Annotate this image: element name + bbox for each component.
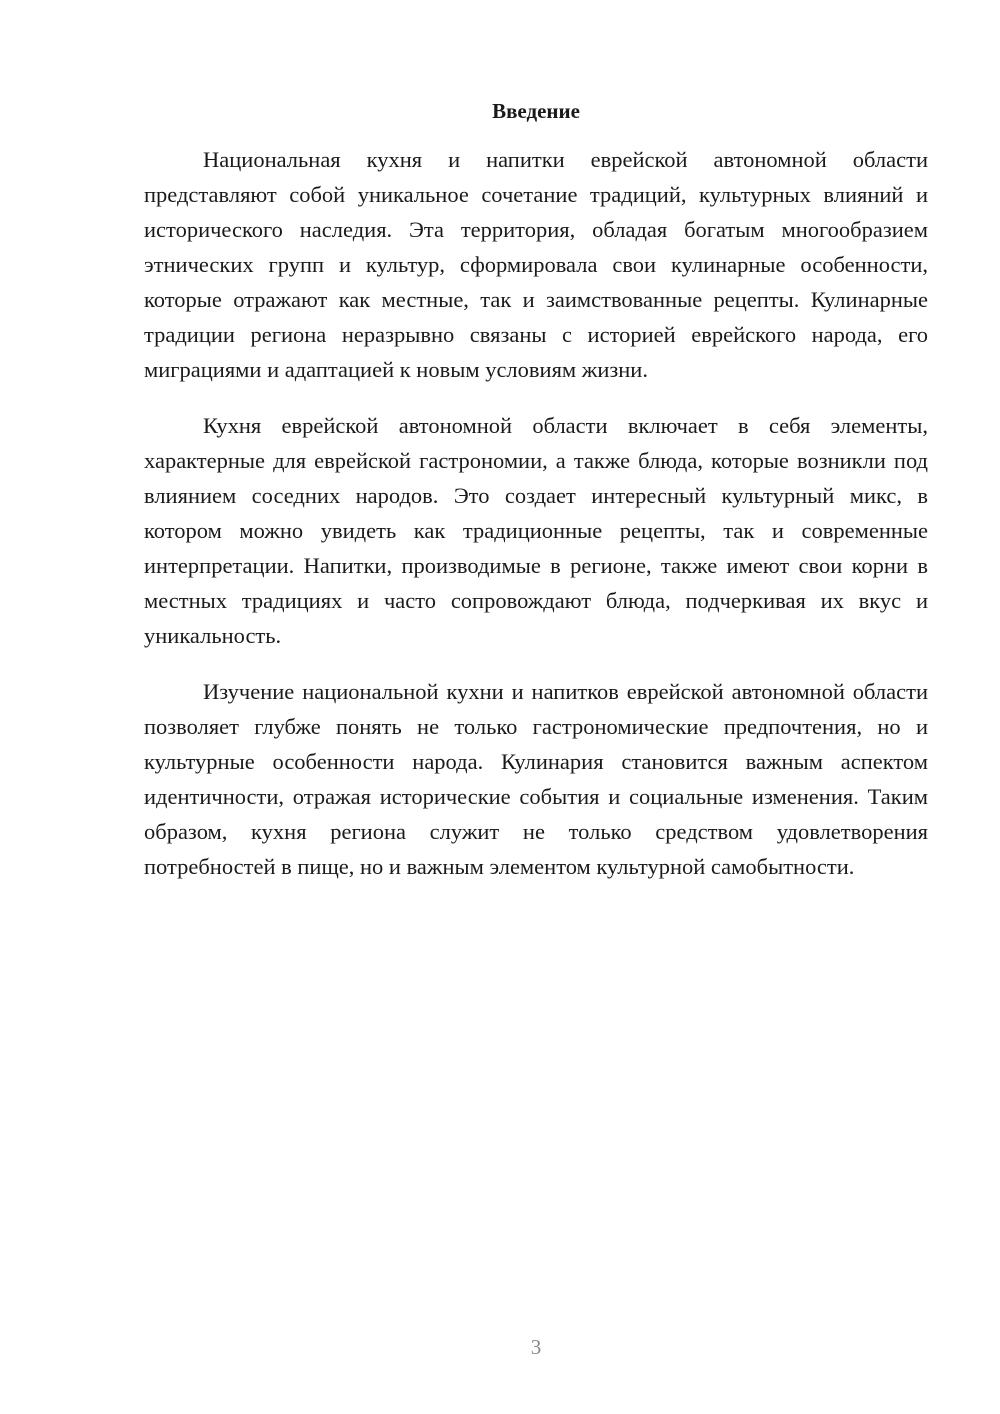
section-heading: Введение — [492, 99, 580, 123]
body-text — [144, 142, 928, 905]
page-number: 3 — [530, 1335, 542, 1359]
paragraph-2: Кухня еврейской автономной области включает в себя элементы, характерные для еврейской гастрономии, а также блюда, которые возникли под влиянием соседних народов. Это создает интересный культурный микс, в котором можно увидеть как традиционные рецепты, так и современные интерпретации. Напитки, производимые в регионе, также имеют свои корни в местных традициях и часто сопровождают блюда, подчеркивая их вкус и уникальность. — [144, 413, 928, 648]
paragraph-3: Изучение национальной кухни и напитков еврейской автономной области позволяет глубже понять не только гастрономические предпочтения, но и культурные особенности народа. Кулинария становится важным аспектом идентичности, отражая исторические события и социальные изменения. Таким образом, кухня региона служит не только средством удовлетворения потребностей в пище, но и важным элементом культурной самобытности. — [144, 679, 928, 879]
paragraph-1: Национальная кухня и напитки еврейской автономной области представляют собой уникальное сочетание традиций, культурных влияний и исторического наследия. Эта территория, обладая богатым многообразием этнических групп и культур, сформировала свои кулинарные особенности, которые отражают как местные, так и заимствованные рецепты. Кулинарные традиции региона неразрывно связаны с историей еврейского народа, его миграциями и адаптацией к новым условиям жизни. — [144, 147, 928, 382]
